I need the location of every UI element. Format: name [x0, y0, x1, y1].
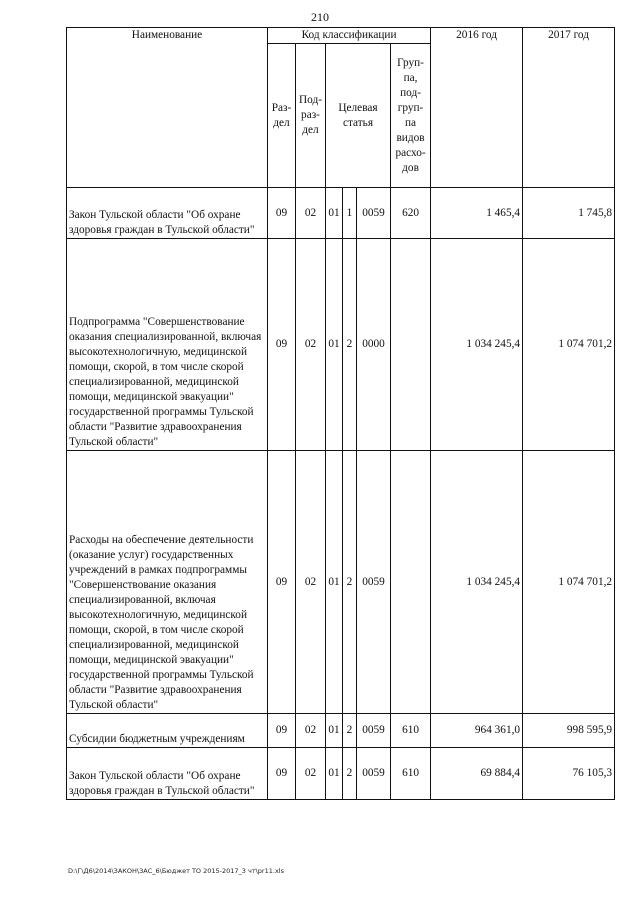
row-section: 09: [268, 451, 296, 714]
row-expense-type: [391, 451, 431, 714]
table-row: [67, 451, 615, 714]
row-name: Подпрограмма "Совершенствование оказания специализированной, включая высокотехнологичную, медицинской помощи, скорой, в том числе скорой специализированной, медицинской помощи, медицинской эвакуации" государственной программы Тульской области "Развитие здравоохранения Тульской области": [67, 239, 268, 451]
row-amount-2016: 1 034 245,4: [431, 239, 523, 451]
row-section: 09: [268, 239, 296, 451]
row-target-program: 01: [326, 188, 343, 239]
row-target-subprogram: 2: [343, 748, 357, 800]
row-expense-type: 610: [391, 748, 431, 800]
row-amount-2017: 1 074 701,2: [523, 451, 615, 714]
row-subsection: 02: [296, 714, 326, 748]
row-name: Закон Тульской области "Об охране здоровья граждан в Тульской области": [67, 748, 268, 800]
row-amount-2017: 1 745,8: [523, 188, 615, 239]
row-section: 09: [268, 748, 296, 800]
table-row: [67, 188, 615, 239]
header-code-group: Код классификации: [268, 28, 431, 44]
row-subsection: 02: [296, 188, 326, 239]
footer-file-path: D:\Г\Д6\2014\ЗАКОН\ЗАС_6\Бюджет ТО 2015-2017_3 чт\pr11.xls: [68, 867, 284, 875]
table-row: [67, 748, 615, 800]
row-amount-2017: 76 105,3: [523, 748, 615, 800]
row-target-subprogram: 2: [343, 239, 357, 451]
row-target-program: 01: [326, 451, 343, 714]
row-name: Расходы на обеспечение деятельности (оказание услуг) государственных учреждений в рамках подпрограммы "Совершенствование оказания специализированной, включая высокотехнологичную, медицинской помощи, скорой, в том числе скорой специализированной, медицинской помощи, медицинской эвакуации" государственной программы Тульской области "Развитие здравоохранения Тульской области": [67, 451, 268, 714]
table-row: [67, 239, 615, 451]
row-name: Закон Тульской области "Об охране здоровья граждан в Тульской области": [67, 188, 268, 239]
header-target-article: Целевая статья: [326, 44, 391, 188]
row-amount-2016: 69 884,4: [431, 748, 523, 800]
header-subsection: Под- раз- дел: [296, 44, 326, 188]
row-amount-2016: 1 465,4: [431, 188, 523, 239]
header-year-2016: 2016 год: [431, 28, 523, 188]
row-target-direction: 0059: [357, 714, 391, 748]
header-name: Наименование: [67, 28, 268, 188]
budget-table: [66, 27, 615, 800]
row-amount-2017: 998 595,9: [523, 714, 615, 748]
row-subsection: 02: [296, 451, 326, 714]
row-target-direction: 0059: [357, 451, 391, 714]
header-section: Раз- дел: [268, 44, 296, 188]
row-target-subprogram: 2: [343, 714, 357, 748]
row-target-subprogram: 1: [343, 188, 357, 239]
row-target-program: 01: [326, 748, 343, 800]
header-expense-group: Груп- па, под- груп- па видов расхо- дов: [391, 44, 431, 188]
row-amount-2017: 1 074 701,2: [523, 239, 615, 451]
row-expense-type: 610: [391, 714, 431, 748]
row-section: 09: [268, 714, 296, 748]
row-amount-2016: 1 034 245,4: [431, 451, 523, 714]
row-target-subprogram: 2: [343, 451, 357, 714]
row-target-direction: 0059: [357, 188, 391, 239]
row-target-direction: 0000: [357, 239, 391, 451]
header-year-2017: 2017 год: [523, 28, 615, 188]
row-expense-type: [391, 239, 431, 451]
row-target-program: 01: [326, 714, 343, 748]
row-target-program: 01: [326, 239, 343, 451]
row-subsection: 02: [296, 239, 326, 451]
row-section: 09: [268, 188, 296, 239]
page-number: 210: [311, 10, 329, 24]
row-name: Субсидии бюджетным учреждениям: [67, 714, 268, 748]
row-amount-2016: 964 361,0: [431, 714, 523, 748]
row-target-direction: 0059: [357, 748, 391, 800]
row-subsection: 02: [296, 748, 326, 800]
table-row: [67, 714, 615, 748]
row-expense-type: 620: [391, 188, 431, 239]
